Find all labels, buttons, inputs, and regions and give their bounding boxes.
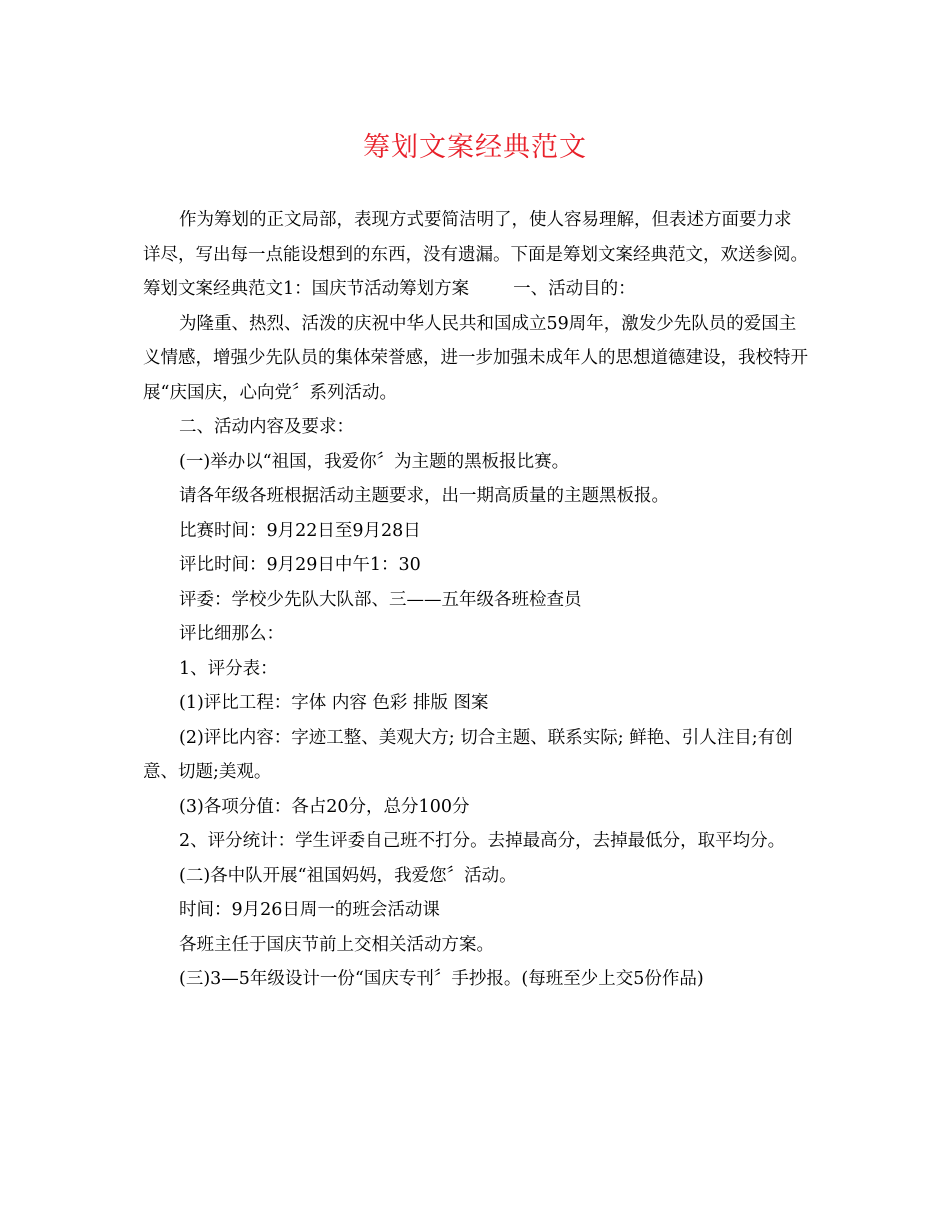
intro-paragraph: 作为筹划的正文局部，表现方式要简洁明了，使人容易理解，但表述方面要力求详尽，写出每一点能设想到的东西，没有遗漏。下面是筹划文案经典范文，欢送参阅。 <box>143 210 808 265</box>
document-body <box>143 203 808 997</box>
paragraph-score-values: (3)各项分值：各占20分，总分100分 <box>179 796 470 817</box>
purpose-paragraph: 为隆重、热烈、活泼的庆祝中华人民共和国成立59周年，激发少先队员的爱国主义情感，增强少先队员的集体荣誉感，进一步加强未成年人的思想道德建设，我校特开展“庆国庆，心向党〞系列活动。 <box>143 313 808 403</box>
paragraph-judging-time: 评比时间：9月29日中午1：30 <box>179 555 421 575</box>
document-title: 筹划文案经典范文 <box>363 132 587 163</box>
paragraph-item-2: (二)各中队开展“祖国妈妈，我爱您〞活动。 <box>179 865 517 886</box>
paragraph-item-2-time: 时间：9月26日周一的班会活动课 <box>179 900 440 920</box>
paragraph-judges: 评委：学校少先队大队部、三——五年级各班检查员 <box>179 589 582 610</box>
paragraph-contest-time: 比赛时间：9月22日至9月28日 <box>179 520 421 541</box>
paragraph-item-2-plan: 各班主任于国庆节前上交相关活动方案。 <box>179 934 494 955</box>
paragraph-item-3: (三)3—5年级设计一份“国庆专刊〞手抄报。(每班至少上交5份作品) <box>179 969 704 989</box>
paragraph-request: 请各年级各班根据活动主题要求，出一期高质量的主题黑板报。 <box>179 486 669 506</box>
paragraph-item-1: (一)举办以“祖国，我爱你〞为主题的黑板报比赛。 <box>179 451 570 472</box>
example-heading: 筹划文案经典范文1：国庆节活动筹划方案 <box>143 279 470 299</box>
paragraph-rules: 评比细那么： <box>179 624 284 644</box>
paragraph-criteria-content: (2)评比内容：字迹工整、美观大方; 切合主题、联系实际; 鲜艳、引人注目;有创意、切题;美观。 <box>143 727 793 782</box>
content-heading: 二、活动内容及要求： <box>179 417 354 437</box>
purpose-heading: 一、活动目的： <box>513 279 636 299</box>
paragraph-criteria-items: (1)评比工程：字体 内容 色彩 排版 图案 <box>179 693 489 713</box>
paragraph-score-table: 1、评分表： <box>179 658 278 679</box>
section-heading-line <box>143 272 808 307</box>
paragraph-score-stats: 2、评分统计：学生评委自己班不打分。去掉最高分，去掉最低分，取平均分。 <box>179 831 786 851</box>
